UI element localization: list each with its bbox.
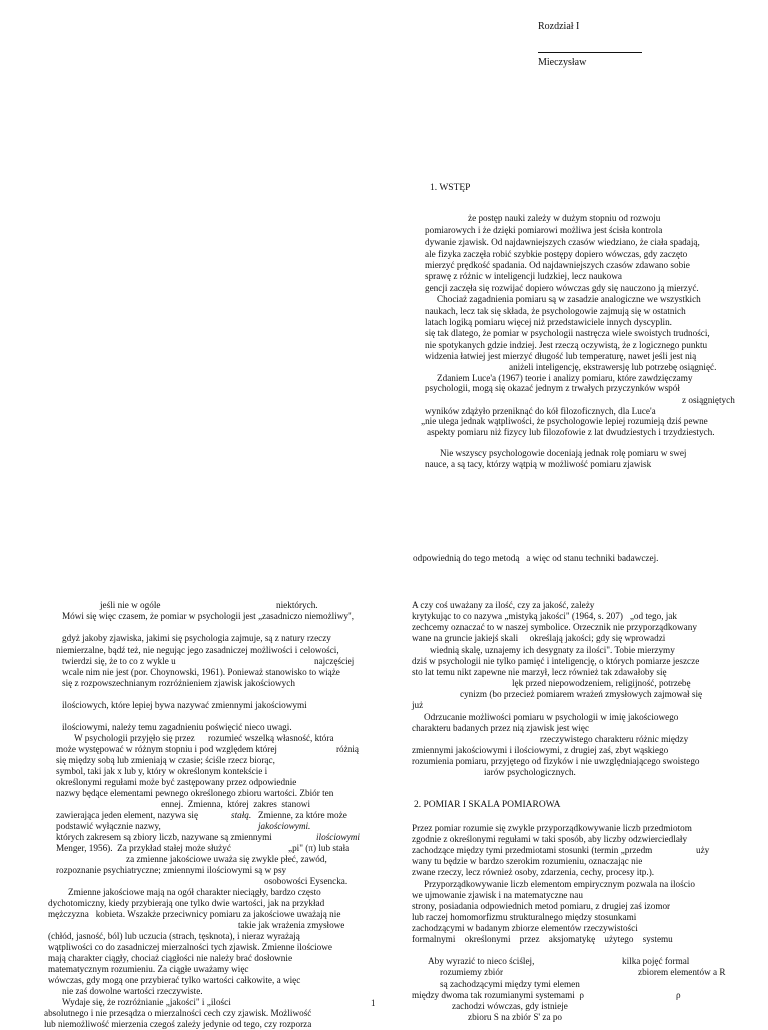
- page-number: 1: [371, 998, 376, 1008]
- text-line: Menger, 1956). Za przykład stałej może służyć: [56, 843, 231, 853]
- text-line: pomiarowych i że dzięki pomiarowi możliwa jest ścisła kontrola: [425, 225, 663, 235]
- text-line: wcale nim nie jest (por. Choynowski, 1961). Ponieważ stanowisko to wiąże: [62, 667, 340, 677]
- text-line: Zdaniem Luce'a (1967) teorie i analizy pomiaru, które zawdzięczamy: [437, 373, 693, 383]
- text-line: lęk przed niepowodzeniem, religijność, potrzebę: [512, 678, 691, 688]
- text-line: zechcemy oznaczać to w naszej symbolice. Orzecznik nie przyporządkowany: [412, 622, 697, 632]
- text-line: lub raczej homomorfizmu strukturalnego między stosunkami: [412, 912, 637, 922]
- text-line: określonymi regułami może być zastępowany przez odpowiednie: [56, 777, 297, 787]
- text-line: wówczas, gdy mogą one przybierać tylko wartości całkowite, a więc: [48, 975, 301, 985]
- text-line: zawierająca jeden element, nazywa się: [56, 810, 199, 820]
- header-rule: [538, 52, 642, 53]
- text-line: nazwy będące elementami pewnego określonego zbioru wartości. Zbiór ten: [56, 788, 334, 798]
- text-line: rozumieć wszelką własność, która: [208, 733, 334, 743]
- text-line: osobowości Eysencka.: [264, 876, 348, 886]
- text-line: wyników zdążyło przeniknąć do kół filozoficznych, dla Luce'a: [425, 406, 656, 416]
- text-line: naukach, lecz tak się składa, że psychologowie zajmują się w ostatnich: [425, 306, 686, 316]
- chapter-label: Rozdział I: [538, 21, 580, 32]
- text-line: między dwoma tak rozumianymi systemami ρ: [412, 990, 584, 1000]
- text-line: ale fizyka zaczęła robić szybkie postępy dopiero wówczas, gdy zaczęto: [425, 249, 688, 259]
- text-line: jakościowymi.: [258, 821, 311, 831]
- text-line: Przyporządkowywanie liczb elementom empirycznym pozwala na ilościo: [424, 879, 695, 889]
- text-line: Aby wyrazić to nieco ściślej,: [428, 956, 535, 966]
- text-line: zmiennymi jakościowymi i ilościowymi, z drugiej zaś, zbyt wąskiego: [412, 745, 669, 755]
- text-line: Przez pomiar rozumie się zwykle przyporządkowywanie liczb przedmiotom: [412, 823, 692, 833]
- text-line: może występować w różnym stopniu i pod względem której: [56, 744, 277, 754]
- text-line: absolutnego i nie przesądza o mierzalności cech czy zjawisk. Możliwość: [44, 1008, 312, 1018]
- text-line: różnią: [336, 744, 359, 754]
- text-line: zachodzącymi w badanym zbiorze elementów rzeczywistości: [412, 923, 638, 933]
- text-line: charakteru badanych przez nią zjawisk jest więc: [412, 723, 590, 733]
- text-line: nie spotykanych gdzie indziej. Jest rzeczą oczywistą, że z logicznego punktu: [425, 340, 708, 350]
- text-line: dziś w psychologii nie tylko pamięć i inteligencję, o których pomiarze jeszcze: [412, 656, 700, 666]
- text-line: podstawić wyłącznie nazwy,: [56, 821, 161, 831]
- text-line: uży: [696, 845, 710, 855]
- text-line: odpowiednią do tego metodą a więc od stanu techniki badawczej.: [413, 553, 659, 563]
- text-line: widzenia łatwiej jest mierzyć długość lub temperaturę, nawet jeśli jest nią: [425, 351, 697, 361]
- text-line: ρ: [676, 990, 681, 1000]
- text-line: mierzyć prędkość spadania. Od najdawniejszych czasów zdawano sobie: [425, 260, 690, 270]
- text-line: których zakresem są zbiory liczb, nazywane są zmiennymi: [56, 832, 272, 842]
- text-line: rozumiemy zbiór: [440, 967, 504, 977]
- text-line: wany tu będzie w bardzo szerokim rozumieniu, oznaczając nie: [412, 856, 643, 866]
- text-line: Wydaje się, że rozróżnianie „jakości" i „ilości: [62, 997, 231, 1007]
- text-line: gdyż jakoby zjawiska, jakimi się psychologia zajmuje, są z natury rzeczy: [62, 633, 331, 643]
- text-line: jeśli nie w ogóle: [100, 600, 161, 610]
- text-line: iarów psychologicznych.: [484, 767, 576, 777]
- text-line: mają charakter ciągły, chociaż ciągłości nie należy brać dosłownie: [48, 953, 293, 963]
- text-line: zgodnie z określonymi regułami w taki sposób, aby liczby odzwierciedlały: [412, 834, 688, 844]
- text-line: latach logiką pomiaru więcej niż przedstawiciele innych dyscyplin.: [425, 317, 672, 327]
- text-line: „nie ulega jednak wątpliwości, że psychologowie lepiej rozumieją dziś pewne: [421, 416, 708, 426]
- text-line: zwane rzeczy, lecz również osoby, zdarzenia, cechy, procesy itp.).: [412, 867, 655, 877]
- text-line: gencji zaczęła się rozwijać dopiero wówczas gdy się nauczono ją mierzyć.: [425, 283, 699, 293]
- text-line: już: [412, 700, 424, 710]
- text-line: formalnymi określonymi przez aksjomatykę użytego systemu: [412, 934, 673, 944]
- text-line: się tak dlatego, że pomiar w psychologii nastręcza wiele swoistych trudności,: [425, 328, 710, 338]
- section-title-wstep: 1. WSTĘP: [430, 183, 471, 193]
- text-line: wątpliwości co do zasadniczej mierzalności tych zjawisk. Zmienne ilościowe: [48, 942, 332, 952]
- text-line: nie zaś dowolne wartości rzeczywiste.: [62, 986, 203, 996]
- text-line: niektórych.: [276, 600, 318, 610]
- text-line: za zmienne jakościowe uważa się zwykle płeć, zawód,: [126, 854, 327, 864]
- text-line: we ujmowanie zjawisk i na matematyczne nau: [412, 890, 583, 900]
- text-line: wiednią skalę, uznajemy ich desygnaty za ilości". Tobie mierzymy: [430, 645, 675, 655]
- text-line: cynizm (bo przecież pomiarem wrażeń zmysłowych zajmował się: [460, 689, 703, 699]
- text-line: takie jak wrażenia zmysłowe: [238, 920, 345, 930]
- text-line: ilościowymi, należy temu zagadnieniu poświęcić nieco uwagi.: [62, 722, 292, 732]
- text-line: się z rozpowszechnianym rozróżnieniem zjawisk jakościowych: [62, 678, 295, 688]
- text-line: rzeczywistego charakteru różnic między: [540, 734, 689, 744]
- text-line: najczęściej: [314, 656, 355, 666]
- text-line: kilka pojęć formal: [622, 956, 690, 966]
- text-line: dychotomiczny, kiedy przybierają one tylko dwie wartości, jak na przykład: [48, 898, 325, 908]
- text-line: dywanie zjawisk. Od najdawniejszych czasów wiedziano, że ciała spadają,: [425, 237, 700, 247]
- text-line: zbioru S na zbiór S' za po: [468, 1012, 563, 1022]
- text-line: matematycznym rozumieniu. Za ciągłe uważamy więc: [48, 964, 249, 974]
- text-line: zachodzące między tymi przedmiotami stosunki (termin „przedm: [412, 845, 653, 855]
- text-line: zachodzi wówczas, gdy istnieje: [452, 1001, 568, 1011]
- text-line: rozpoznanie psychiatryczne; zmiennymi ilościowymi są w psy: [56, 865, 287, 875]
- text-line: się między sobą lub zmieniają w czasie; ściśle rzecz biorąc,: [56, 755, 275, 765]
- text-line: mężczyzna kobieta. Wszakże przeciwnicy pomiaru za jakościowe uważają nie: [48, 909, 341, 919]
- text-line: twierdzi się, że to co z wykle u: [62, 656, 176, 666]
- text-line: (chłód, jasność, ból) lub uczucia (strach, tęsknota), i nieraz wyrażają: [48, 931, 300, 941]
- text-line: sto lat temu nikt zapewne nie marzył, lecz również tak zdawałoby się: [412, 667, 667, 677]
- text-line: krytykując to co nazywa „mistyką jakości" (1964, s. 207) „od tego, jak: [412, 611, 678, 621]
- text-line: stałą.: [231, 810, 252, 820]
- text-line: Nie wszyscy psychologowie doceniają jednak rolę pomiaru w swej: [440, 448, 687, 458]
- text-line: psychologii, mogą się okazać jednym z trwałych przyczynków współ: [425, 383, 680, 393]
- text-line: z osiągniętych: [682, 395, 735, 405]
- text-line: wane na gruncie jakiejś skali określają jakości; gdy się wprowadzi: [412, 633, 666, 643]
- text-line: nauce, a są tacy, którzy wątpią w możliwość pomiaru zjawisk: [425, 459, 652, 469]
- text-line: Odrzucanie możliwości pomiaru w psychologii w imię jakościowego: [424, 712, 679, 722]
- text-line: Zmienne, za które może: [258, 810, 347, 820]
- text-line: sprawę z różnic w inteligencji ludzkiej, lecz naukowa: [425, 271, 622, 281]
- text-line: Chociaż zagadnienia pomiaru są w zasadzie analogiczne we wszystkich: [437, 294, 701, 304]
- text-line: ilościowych, które lepiej bywa nazywać zmiennymi jakościowymi: [62, 700, 307, 710]
- text-line: „pi" (π) lub stała: [288, 843, 350, 853]
- text-line: niemierzalne, bądź też, nie negując jego zasadniczej możliwości i celowości,: [56, 645, 339, 655]
- text-line: są zachodzącymi między tymi elemen: [440, 979, 580, 989]
- text-line: ilościowymi: [316, 832, 360, 842]
- text-line: że postęp nauki zależy w dużym stopniu od rozwoju: [468, 213, 661, 223]
- text-line: strony, posiadania odpowiednich metod pomiaru, z drugiej zaś izomor: [412, 901, 671, 911]
- text-line: ennej. Zmienna, której zakres stanowi: [161, 799, 310, 809]
- text-line: A czy coś uważany za ilość, czy za jakość, zależy: [412, 600, 595, 610]
- text-line: W psychologii przyjęło się przez: [74, 733, 195, 743]
- text-line: symbol, taki jak x lub y, który w określonym kontekście i: [56, 766, 268, 776]
- text-line: aniżeli inteligencję, ekstrawersję lub potrzebę osiągnięć.: [509, 362, 717, 372]
- text-line: Mówi się więc czasem, że pomiar w psychologii jest „zasadniczo niemożliwy",: [62, 611, 355, 621]
- text-line: aspekty pomiaru niż fizycy lub filozofowie z lat dwudziestych i trzydziestych.: [427, 427, 715, 437]
- text-line: lub niemożliwość mierzenia czegoś zależy jedynie od tego, czy rozporza: [44, 1019, 312, 1029]
- text-line: Zmienne jakościowe mają na ogół charakter nieciągły, bardzo często: [68, 887, 321, 897]
- text-line: zbiorem elementów a R: [638, 967, 726, 977]
- section-title-pomiar: 2. POMIAR I SKALA POMIAROWA: [414, 800, 561, 810]
- author-name: Mieczysław: [538, 57, 587, 68]
- text-line: rozumienia pomiaru, przyjętego od fizyków i nie uwzględniającego swoistego: [412, 756, 700, 766]
